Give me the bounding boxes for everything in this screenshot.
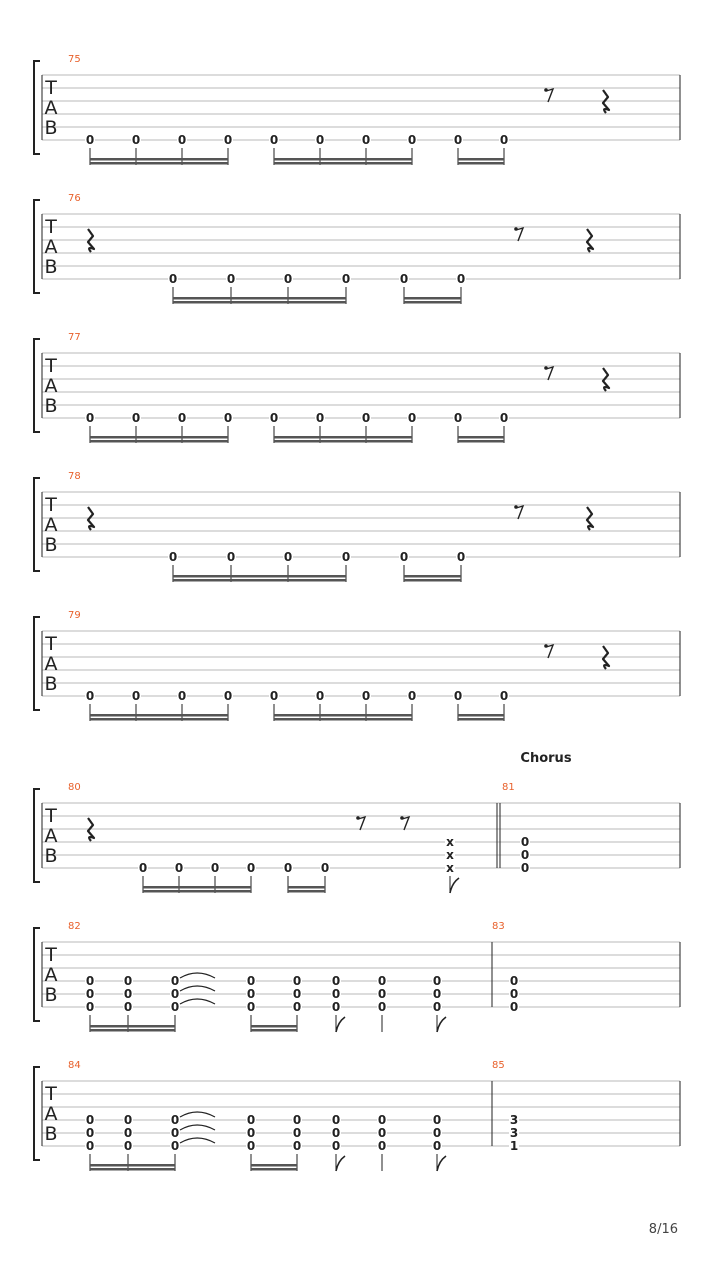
note-beam	[458, 718, 504, 721]
tab-clef-letter: A	[44, 964, 58, 986]
fret-number: 0	[85, 133, 95, 147]
eighth-rest-icon	[546, 89, 553, 102]
tab-clef-letter: A	[44, 653, 58, 675]
fret-number: 0	[223, 411, 233, 425]
fret-number: 0	[341, 272, 351, 286]
tab-clef-letter: B	[44, 984, 58, 1006]
tab-clef-letter: T	[45, 944, 57, 966]
fret-number: 0	[170, 1000, 180, 1014]
note-beam	[143, 886, 251, 889]
fret-number: 0	[331, 1126, 341, 1140]
fret-number: 0	[315, 133, 325, 147]
tie-arc	[180, 1125, 215, 1130]
tab-clef-letter: T	[45, 1083, 57, 1105]
fret-number: 0	[123, 1113, 133, 1127]
note-flag	[450, 878, 459, 893]
note-beam	[90, 436, 228, 439]
note-beam	[173, 301, 346, 304]
fret-number: 0	[377, 987, 387, 1001]
fret-number: 0	[499, 689, 509, 703]
fret-number: 0	[85, 1113, 95, 1127]
fret-number: 0	[407, 689, 417, 703]
tab-clef-letter: A	[44, 825, 58, 847]
fret-number: 0	[177, 133, 187, 147]
note-beam	[90, 1025, 175, 1028]
tab-clef-letter: A	[44, 514, 58, 536]
note-beam	[251, 1164, 297, 1167]
fret-number: 0	[499, 133, 509, 147]
fret-number: 0	[131, 133, 141, 147]
note-flag	[336, 1156, 345, 1171]
tie-arc	[180, 1138, 215, 1143]
fret-number: 0	[131, 411, 141, 425]
note-beam	[90, 1168, 175, 1171]
tab-clef-letter: B	[44, 1123, 58, 1145]
fret-number: 0	[377, 1139, 387, 1153]
note-beam	[274, 436, 412, 439]
system-bracket	[34, 61, 40, 154]
fret-number: 0	[168, 272, 178, 286]
note-beam	[143, 890, 251, 893]
fret-number: 0	[361, 133, 371, 147]
note-beam	[274, 158, 412, 161]
eighth-rest-icon	[402, 817, 409, 830]
fret-number: 0	[399, 550, 409, 564]
fret-number: 0	[269, 133, 279, 147]
fret-number: 0	[210, 861, 220, 875]
tab-system-1	[34, 61, 680, 165]
fret-number: 0	[85, 974, 95, 988]
fret-number: 0	[123, 1126, 133, 1140]
tab-clef-letter: B	[44, 673, 58, 695]
note-flag	[437, 1156, 446, 1171]
fret-number: 0	[292, 1113, 302, 1127]
note-beam	[173, 297, 346, 300]
note-beam	[404, 301, 461, 304]
fret-number: 0	[331, 1113, 341, 1127]
measure-number: 83	[492, 921, 505, 932]
measure-number: 85	[492, 1060, 505, 1071]
system-bracket	[34, 789, 40, 882]
fret-number: 0	[407, 411, 417, 425]
fret-number: 0	[432, 1126, 442, 1140]
fret-number: 0	[226, 272, 236, 286]
measure-number: 75	[68, 54, 81, 65]
fret-number: 0	[246, 1113, 256, 1127]
system-bracket	[34, 200, 40, 293]
note-beam	[288, 890, 325, 893]
fret-number: x	[446, 835, 454, 849]
fret-number: 0	[453, 411, 463, 425]
fret-number: 0	[168, 550, 178, 564]
note-beam	[274, 714, 412, 717]
fret-number: 0	[292, 974, 302, 988]
note-beam	[288, 886, 325, 889]
fret-number: 0	[377, 1000, 387, 1014]
fret-number: 0	[432, 1000, 442, 1014]
note-beam	[458, 158, 504, 161]
tab-system-6	[34, 789, 680, 893]
fret-number: 0	[377, 1126, 387, 1140]
note-beam	[274, 440, 412, 443]
fret-number: 0	[453, 689, 463, 703]
fret-number: 0	[292, 1126, 302, 1140]
fret-number: 0	[361, 689, 371, 703]
fret-number: 0	[85, 1000, 95, 1014]
system-bracket	[34, 1067, 40, 1160]
fret-number: 0	[320, 861, 330, 875]
note-beam	[90, 158, 228, 161]
fret-number: 0	[432, 1139, 442, 1153]
note-beam	[90, 714, 228, 717]
fret-number: 0	[223, 689, 233, 703]
fret-number: 0	[331, 1000, 341, 1014]
note-beam	[90, 440, 228, 443]
fret-number: 0	[246, 861, 256, 875]
fret-number: 0	[456, 550, 466, 564]
fret-number: x	[446, 848, 454, 862]
note-flag	[437, 1017, 446, 1032]
tab-system-2	[34, 200, 680, 304]
fret-number: 0	[226, 550, 236, 564]
measure-number: 84	[68, 1060, 81, 1071]
system-bracket	[34, 617, 40, 710]
fret-number: 0	[453, 133, 463, 147]
eighth-rest-icon	[546, 367, 553, 380]
fret-number: 0	[85, 1139, 95, 1153]
fret-number: 0	[170, 1139, 180, 1153]
tab-clef-letter: T	[45, 633, 57, 655]
fret-number: 0	[85, 987, 95, 1001]
note-beam	[251, 1025, 297, 1028]
fret-number: 0	[283, 272, 293, 286]
eighth-rest-icon	[516, 228, 523, 241]
fret-number: 0	[432, 1113, 442, 1127]
page-number: 8/16	[648, 1222, 678, 1237]
measure-number: 82	[68, 921, 81, 932]
fret-number: 0	[315, 689, 325, 703]
tab-clef-letter: B	[44, 117, 58, 139]
tie-arc	[180, 973, 215, 978]
tab-system-5	[34, 617, 680, 721]
note-beam	[274, 718, 412, 721]
tab-clef-letter: A	[44, 375, 58, 397]
system-bracket	[34, 478, 40, 571]
tab-clef-letter: B	[44, 395, 58, 417]
note-beam	[173, 579, 346, 582]
measure-number: 79	[68, 610, 81, 621]
measure-number: 76	[68, 193, 81, 204]
fret-number: 0	[177, 411, 187, 425]
eighth-rest-icon	[358, 817, 365, 830]
tab-clef-letter: T	[45, 494, 57, 516]
fret-number: 0	[377, 974, 387, 988]
tab-system-3	[34, 339, 680, 443]
system-bracket	[34, 339, 40, 432]
note-beam	[90, 718, 228, 721]
fret-number: x	[446, 861, 454, 875]
tie-arc	[180, 1112, 215, 1117]
fret-number: 0	[283, 550, 293, 564]
fret-number: 0	[246, 1139, 256, 1153]
tab-clef-letter: T	[45, 805, 57, 827]
fret-number: 0	[174, 861, 184, 875]
note-beam	[90, 1164, 175, 1167]
fret-number: 0	[269, 411, 279, 425]
fret-number: 0	[331, 974, 341, 988]
fret-number: 0	[432, 987, 442, 1001]
note-beam	[404, 575, 461, 578]
tie-arc	[180, 999, 215, 1004]
fret-number: 0	[331, 1139, 341, 1153]
tab-clef-letter: T	[45, 216, 57, 238]
fret-number: 3	[509, 1113, 519, 1127]
fret-number: 0	[269, 689, 279, 703]
fret-number: 0	[85, 1126, 95, 1140]
note-beam	[90, 162, 228, 165]
fret-number: 0	[520, 835, 530, 849]
tab-clef-letter: A	[44, 97, 58, 119]
fret-number: 0	[509, 974, 519, 988]
fret-number: 0	[246, 974, 256, 988]
note-flag	[336, 1017, 345, 1032]
note-beam	[404, 579, 461, 582]
fret-number: 0	[85, 689, 95, 703]
tab-clef-letter: B	[44, 256, 58, 278]
measure-number: 80	[68, 782, 81, 793]
note-beam	[458, 440, 504, 443]
tab-clef-letter: B	[44, 845, 58, 867]
fret-number: 0	[315, 411, 325, 425]
note-beam	[404, 297, 461, 300]
fret-number: 0	[520, 848, 530, 862]
fret-number: 0	[123, 987, 133, 1001]
fret-number: 0	[131, 689, 141, 703]
note-beam	[458, 714, 504, 717]
fret-number: 0	[292, 1139, 302, 1153]
note-beam	[458, 162, 504, 165]
fret-number: 0	[170, 974, 180, 988]
fret-number: 3	[509, 1126, 519, 1140]
fret-number: 0	[341, 550, 351, 564]
tie-arc	[180, 986, 215, 991]
fret-number: 0	[407, 133, 417, 147]
fret-number: 0	[361, 411, 371, 425]
fret-number: 0	[292, 987, 302, 1001]
fret-number: 0	[177, 689, 187, 703]
system-bracket	[34, 928, 40, 1021]
fret-number: 1	[509, 1139, 519, 1153]
fret-number: 0	[399, 272, 409, 286]
fret-number: 0	[377, 1113, 387, 1127]
fret-number: 0	[85, 411, 95, 425]
note-beam	[173, 575, 346, 578]
note-beam	[274, 162, 412, 165]
tab-clef-letter: T	[45, 355, 57, 377]
tab-system-4	[34, 478, 680, 582]
fret-number: 0	[499, 411, 509, 425]
tab-clef-letter: A	[44, 1103, 58, 1125]
fret-number: 0	[509, 987, 519, 1001]
fret-number: 0	[432, 974, 442, 988]
fret-number: 0	[138, 861, 148, 875]
note-beam	[458, 436, 504, 439]
fret-number: 0	[246, 1000, 256, 1014]
eighth-rest-icon	[546, 645, 553, 658]
fret-number: 0	[520, 861, 530, 875]
fret-number: 0	[509, 1000, 519, 1014]
fret-number: 0	[123, 974, 133, 988]
fret-number: 0	[456, 272, 466, 286]
eighth-rest-icon	[516, 506, 523, 519]
measure-number: 81	[502, 782, 515, 793]
fret-number: 0	[223, 133, 233, 147]
note-beam	[251, 1168, 297, 1171]
tab-clef-letter: T	[45, 77, 57, 99]
measure-number: 78	[68, 471, 81, 482]
fret-number: 0	[170, 1113, 180, 1127]
fret-number: 0	[283, 861, 293, 875]
fret-number: 0	[292, 1000, 302, 1014]
note-beam	[90, 1029, 175, 1032]
fret-number: 0	[170, 1126, 180, 1140]
fret-number: 0	[246, 987, 256, 1001]
fret-number: 0	[170, 987, 180, 1001]
note-beam	[251, 1029, 297, 1032]
fret-number: 0	[331, 987, 341, 1001]
fret-number: 0	[123, 1000, 133, 1014]
tab-clef-letter: B	[44, 534, 58, 556]
section-label-chorus: Chorus	[520, 751, 572, 766]
measure-number: 77	[68, 332, 81, 343]
fret-number: 0	[246, 1126, 256, 1140]
fret-number: 0	[123, 1139, 133, 1153]
tab-clef-letter: A	[44, 236, 58, 258]
